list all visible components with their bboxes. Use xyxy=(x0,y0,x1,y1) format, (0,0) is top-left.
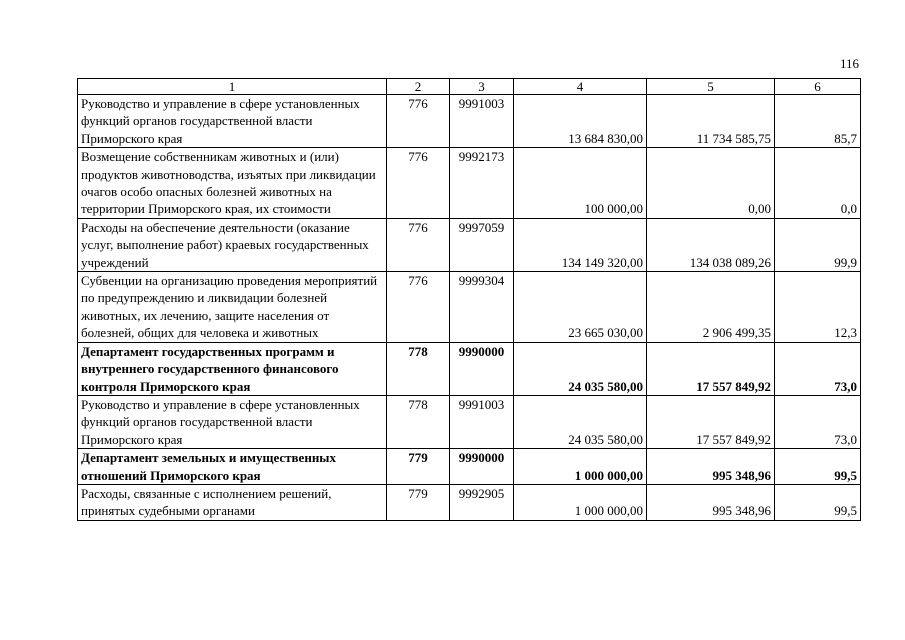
row-code: 778 xyxy=(387,395,450,448)
row-plan: 1 000 000,00 xyxy=(514,484,647,520)
row-code: 776 xyxy=(387,95,450,148)
row-plan: 1 000 000,00 xyxy=(514,449,647,485)
row-article: 9997059 xyxy=(450,218,514,271)
column-header: 4 xyxy=(514,79,647,95)
row-percent: 73,0 xyxy=(775,395,861,448)
column-header: 2 xyxy=(387,79,450,95)
row-plan: 23 665 030,00 xyxy=(514,272,647,343)
row-plan: 24 035 580,00 xyxy=(514,342,647,395)
row-code: 779 xyxy=(387,449,450,485)
table-row xyxy=(78,395,861,448)
row-name: Руководство и управление в сфере установленных функций органов государственной власти Приморского края xyxy=(78,95,387,148)
row-name: Департамент государственных программ и внутреннего государственного финансового контроля Приморского края xyxy=(78,342,387,395)
row-actual: 17 557 849,92 xyxy=(647,342,775,395)
row-article: 9999304 xyxy=(450,272,514,343)
row-percent: 99,5 xyxy=(775,449,861,485)
row-percent: 99,9 xyxy=(775,218,861,271)
table-row-department xyxy=(78,342,861,395)
row-actual: 134 038 089,26 xyxy=(647,218,775,271)
row-name: Субвенции на организацию проведения мероприятий по предупреждению и ликвидации болезней животных, их лечению, защите населения от болезней, общих для человека и животных xyxy=(78,272,387,343)
row-article: 9990000 xyxy=(450,449,514,485)
row-code: 776 xyxy=(387,272,450,343)
table-row xyxy=(78,272,861,343)
row-code: 778 xyxy=(387,342,450,395)
row-actual: 17 557 849,92 xyxy=(647,395,775,448)
row-article: 9990000 xyxy=(450,342,514,395)
row-name: Расходы, связанные с исполнением решений, принятых судебными органами xyxy=(78,484,387,520)
row-plan: 134 149 320,00 xyxy=(514,218,647,271)
table-row xyxy=(78,95,861,148)
row-name: Департамент земельных и имущественных отношений Приморского края xyxy=(78,449,387,485)
row-actual: 0,00 xyxy=(647,148,775,219)
row-percent: 85,7 xyxy=(775,95,861,148)
row-code: 779 xyxy=(387,484,450,520)
column-header: 1 xyxy=(78,79,387,95)
column-header: 5 xyxy=(647,79,775,95)
table-row xyxy=(78,218,861,271)
row-name: Руководство и управление в сфере установленных функций органов государственной власти Приморского края xyxy=(78,395,387,448)
row-article: 9991003 xyxy=(450,395,514,448)
row-plan: 100 000,00 xyxy=(514,148,647,219)
table-row-department xyxy=(78,449,861,485)
column-header: 6 xyxy=(775,79,861,95)
row-percent: 12,3 xyxy=(775,272,861,343)
row-article: 9991003 xyxy=(450,95,514,148)
row-percent: 99,5 xyxy=(775,484,861,520)
table-row xyxy=(78,484,861,520)
row-actual: 2 906 499,35 xyxy=(647,272,775,343)
row-percent: 0,0 xyxy=(775,148,861,219)
table-header-row xyxy=(78,79,861,95)
column-header: 3 xyxy=(450,79,514,95)
row-code: 776 xyxy=(387,148,450,219)
row-article: 9992173 xyxy=(450,148,514,219)
row-actual: 11 734 585,75 xyxy=(647,95,775,148)
row-actual: 995 348,96 xyxy=(647,484,775,520)
table-row xyxy=(78,148,861,219)
row-name: Возмещение собственникам животных и (или) продуктов животноводства, изъятых при ликвидации очагов особо опасных болезней животных на территории Приморского края, их стоимости xyxy=(78,148,387,219)
row-plan: 13 684 830,00 xyxy=(514,95,647,148)
row-name: Расходы на обеспечение деятельности (оказание услуг, выполнение работ) краевых государственных учреждений xyxy=(78,218,387,271)
row-actual: 995 348,96 xyxy=(647,449,775,485)
row-code: 776 xyxy=(387,218,450,271)
row-percent: 73,0 xyxy=(775,342,861,395)
page-number: 116 xyxy=(839,56,859,71)
budget-table xyxy=(77,78,861,521)
row-article: 9992905 xyxy=(450,484,514,520)
row-plan: 24 035 580,00 xyxy=(514,395,647,448)
